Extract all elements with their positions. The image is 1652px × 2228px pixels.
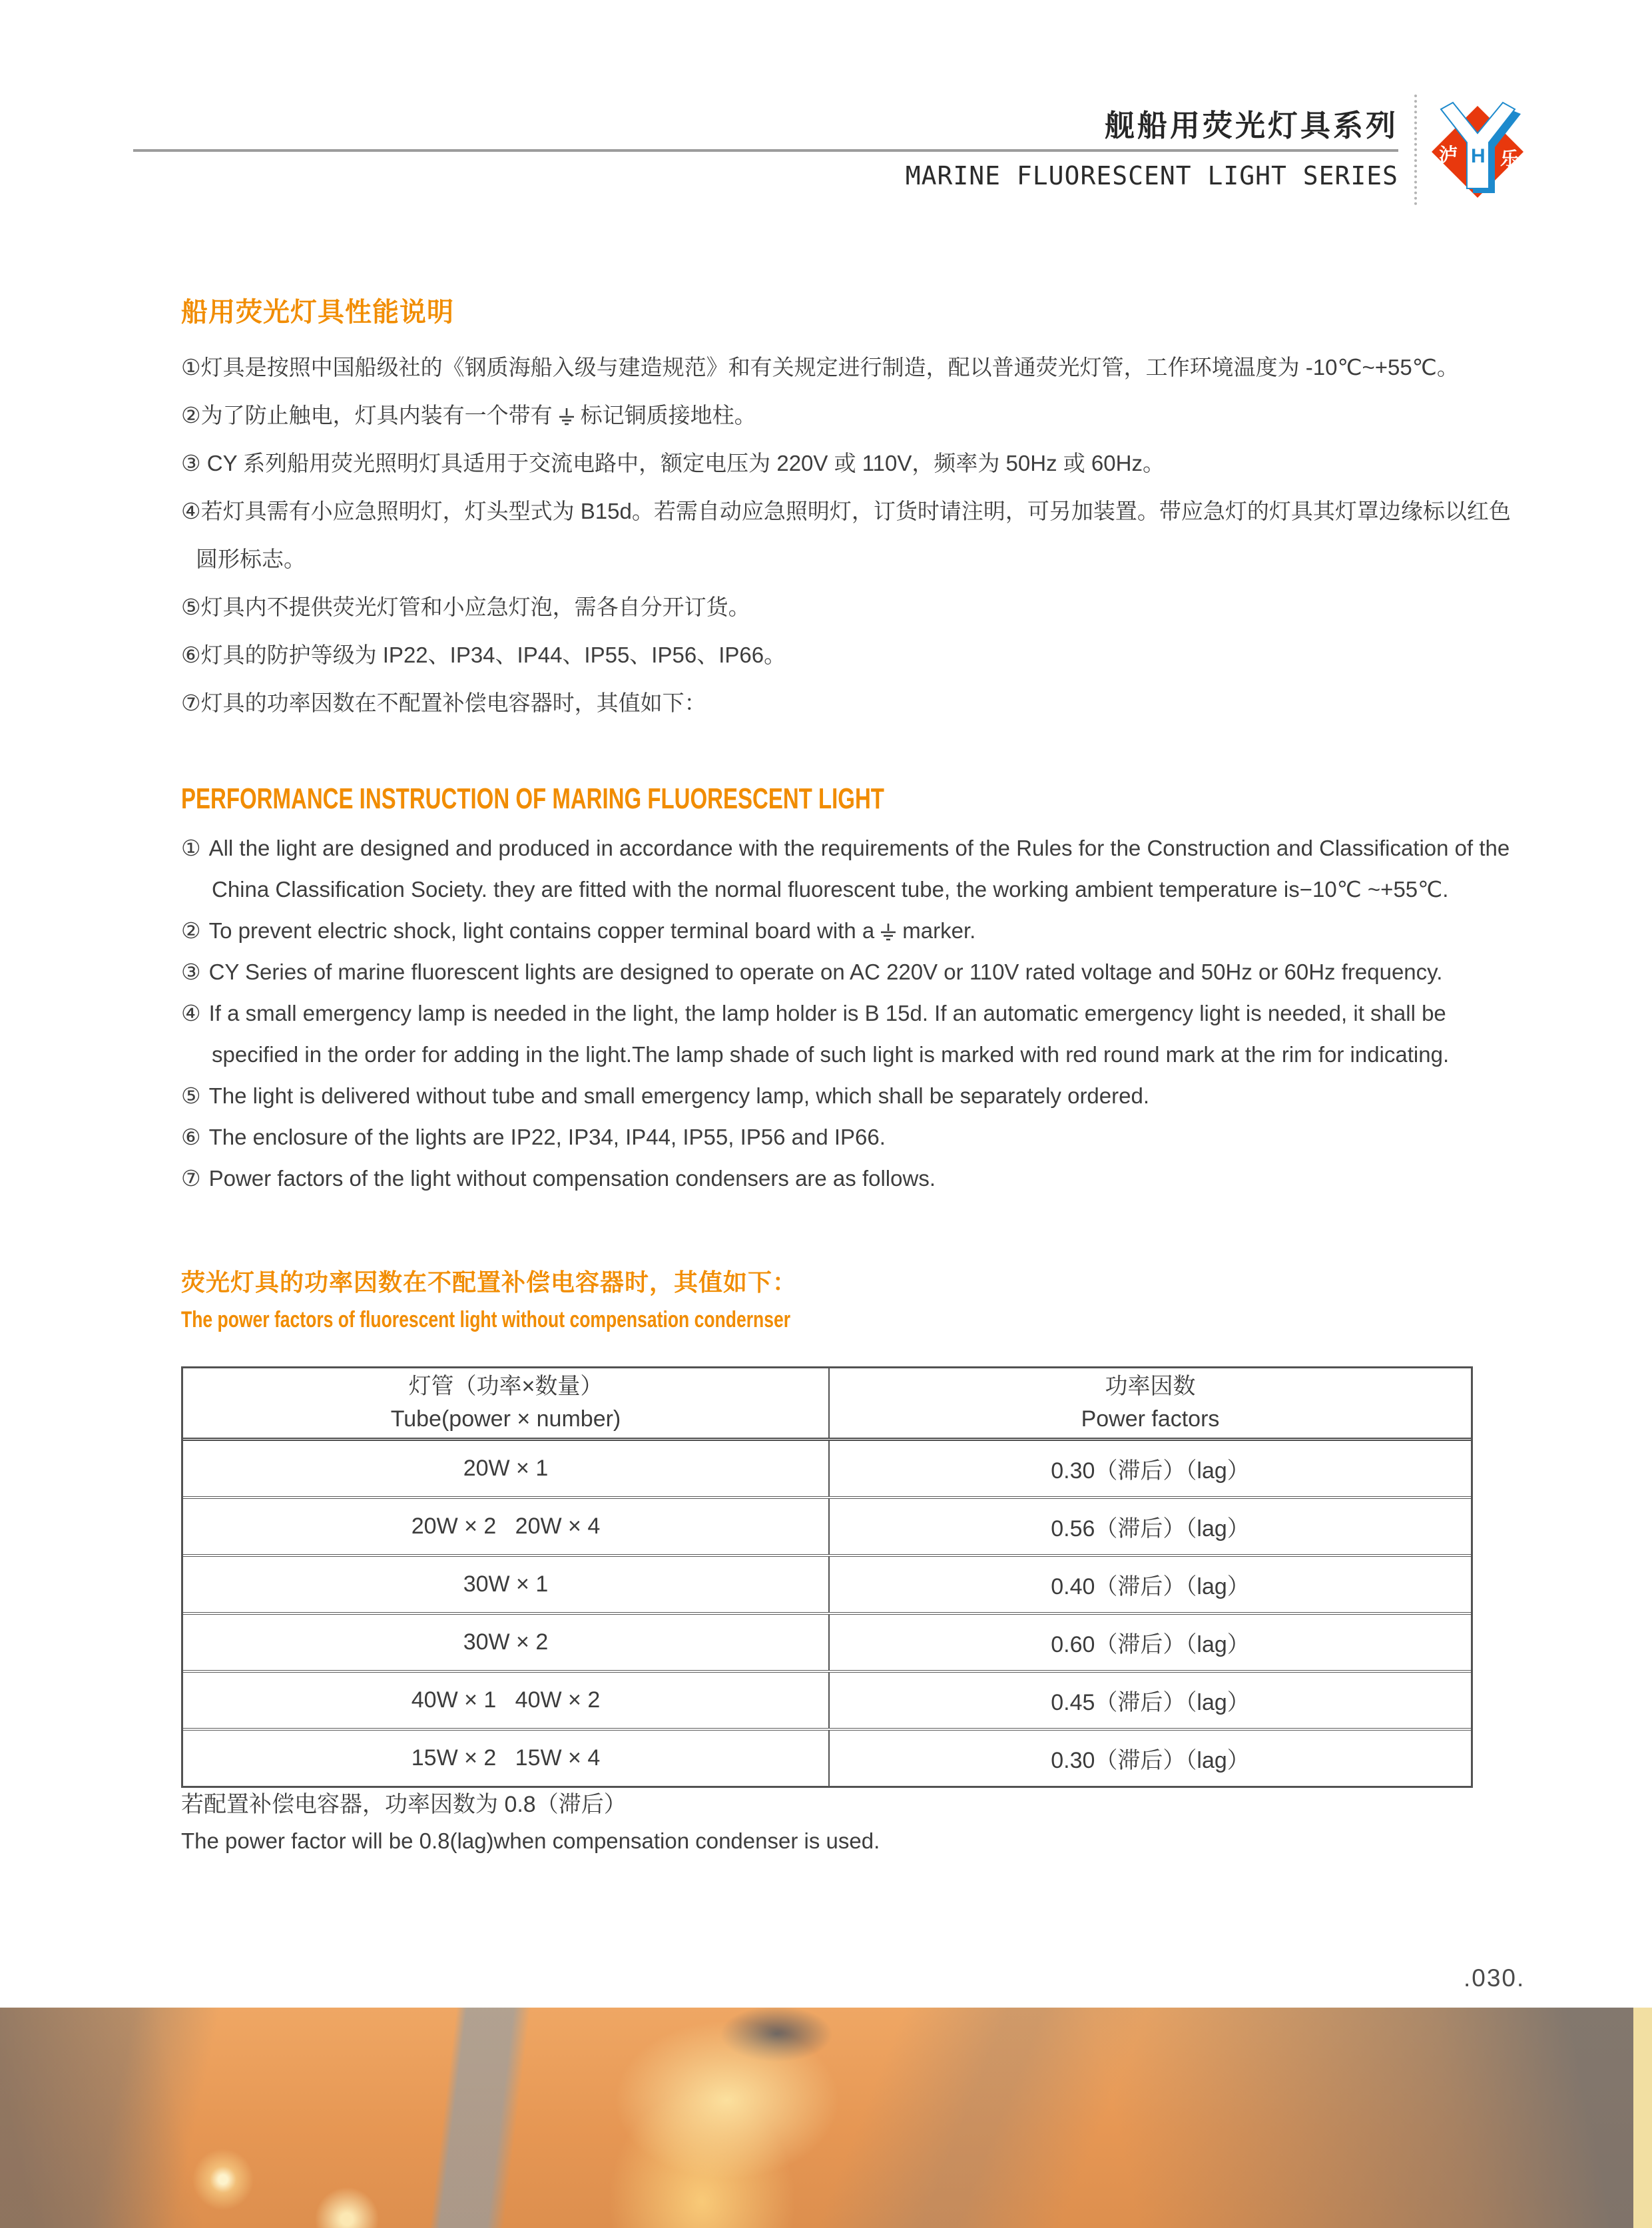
zh-item-5: ⑤灯具内不提供荧光灯管和小应急灯泡，需各自分开订货。: [181, 595, 750, 619]
section-performance-en: [181, 782, 1519, 1199]
zh-item-7: ⑦灯具的功率因数在不配置补偿电容器时，其值如下：: [181, 691, 706, 715]
zh-item-6: ⑥灯具的防护等级为 IP22、IP34、IP44、IP55、IP56、IP66。: [181, 643, 786, 667]
table-row: 30W × 2 0.60（滞后）（lag）: [183, 1612, 1471, 1670]
page-number: .030.: [1464, 1964, 1525, 1992]
logo-char-mid: H: [1471, 145, 1486, 167]
power-factor-table: [181, 1366, 1473, 1788]
power-factor-heading: [181, 1264, 1513, 1333]
en-item-4: ④ If a small emergency lamp is needed in the light, the lamp holder is B 15d. If an automatic emergency light is needed, it shall be specified in the order for adding in the light.The lamp shade of such light is marked with red round mark at the rim for indicating.: [181, 1001, 1450, 1067]
table-row: 40W × 1 40W × 2 0.45（滞后）（lag）: [183, 1670, 1471, 1728]
header-rule: [133, 149, 1398, 152]
section-performance-zh: [181, 291, 1513, 727]
page-title-zh: 舰船用荧光灯具系列: [1104, 109, 1398, 142]
power-factor-heading-en: The power factors of fluorescent light without compensation condernser: [181, 1307, 791, 1332]
logo-char-left: 泸: [1439, 144, 1458, 165]
header-dotted-divider: [1414, 95, 1417, 205]
earth-ground-icon: [558, 407, 575, 427]
en-item-7: ⑦ Power factors of the light without compensation condensers are as follows.: [181, 1166, 936, 1191]
page-title-en: MARINE FLUORESCENT LIGHT SERIES: [905, 161, 1398, 190]
en-item-2: ② To prevent electric shock, light contains copper terminal board with a marker.: [181, 918, 976, 943]
footnote-en: The power factor will be 0.8(lag)when compensation condenser is used.: [181, 1828, 880, 1853]
col-header-power-factor: 功率因数 Power factors: [1081, 1373, 1220, 1432]
footnote-zh: 若配置补偿电容器，功率因数为 0.8（滞后）: [181, 1792, 627, 1817]
power-factor-heading-zh: 荧光灯具的功率因数在不配置补偿电容器时，其值如下：: [181, 1268, 798, 1296]
table-header-row: [183, 1368, 1471, 1438]
zh-item-1: ①灯具是按照中国船级社的《钢质海船入级与建造规范》和有关规定进行制造，配以普通荧光灯管，工作环境温度为 -10℃~+55℃。: [181, 355, 1459, 380]
table-row: 20W × 1 0.30（滞后）（lag）: [183, 1438, 1471, 1496]
zh-item-2: ②为了防止触电，灯具内装有一个带有 标记铜质接地柱。: [181, 403, 756, 427]
table-row: 30W × 1 0.40（滞后）（lag）: [183, 1554, 1471, 1612]
table-row: 15W × 2 15W × 4 0.30（滞后）（lag）: [183, 1728, 1471, 1786]
en-item-1: ① All the light are designed and produced in accordance with the requirements of the Rules for the Construction and Classification of the China Classification Society. they are fitted with the normal fluorescent tube, the working ambient temperature is−10℃ ~+55℃.: [181, 836, 1510, 902]
col-header-tube: 灯管（功率×数量） Tube(power × number): [183, 1368, 830, 1438]
section-heading-en: PERFORMANCE INSTRUCTION OF MARING FLUORESCENT LIGHT: [181, 782, 884, 815]
zh-item-4: ④若灯具需有小应急照明灯，灯头型式为 B15d。若需自动应急照明灯，订货时请注明，可另加装置。带应急灯的灯具其灯罩边缘标以红色圆形标志。: [181, 499, 1511, 571]
zh-item-3: ③ CY 系列船用荧光照明灯具适用于交流电路中，额定电压为 220V 或 110V，频率为 50Hz 或 60Hz。: [181, 451, 1165, 475]
en-item-3: ③ CY Series of marine fluorescent lights are designed to operate on AC 220V or 110V rated voltage and 50Hz or 60Hz frequency.: [181, 960, 1443, 984]
logo-char-right: 乐: [1500, 148, 1519, 169]
company-logo-icon: [1425, 100, 1539, 212]
section-heading-zh: 船用荧光灯具性能说明: [181, 298, 454, 327]
earth-ground-icon: [880, 922, 897, 942]
table-row: 20W × 2 20W × 4 0.56（滞后）（lag）: [183, 1496, 1471, 1554]
footer-photo: [0, 2008, 1652, 2228]
en-item-6: ⑥ The enclosure of the lights are IP22, IP34, IP44, IP55, IP56 and IP66.: [181, 1125, 886, 1149]
en-item-5: ⑤ The light is delivered without tube and small emergency lamp, which shall be separately ordered.: [181, 1083, 1150, 1108]
